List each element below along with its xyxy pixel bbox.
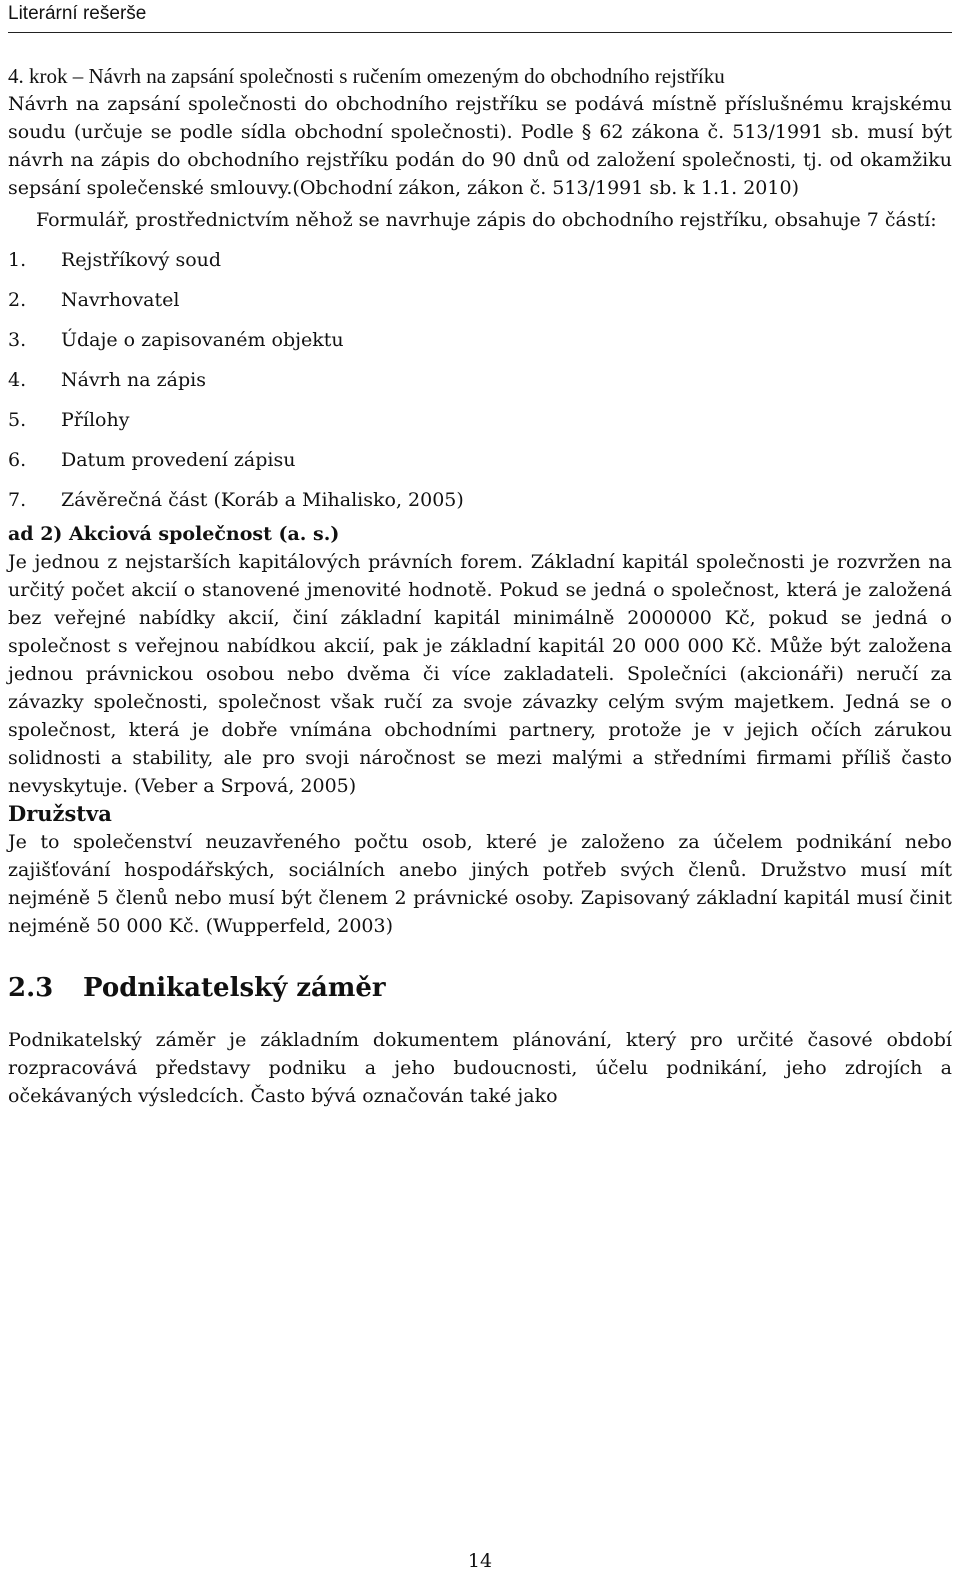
akciova-heading: ad 2) Akciová společnost (a. s.) xyxy=(8,523,340,545)
step4-body: Návrh na zapsání společnosti do obchodního rejstříku se podává místně příslušnému krajskému soudu (určuje se podle sídla obchodní společnosti). Podle § 62 zákona č. 513/1991 sb. musí být návrh na zápis do obchodního rejstříku podán do 90 dnů od založení společnosti, tj. od okamžiku sepsání společenské smlouvy.(Obchodní zákon, zákon č. 513/1991 sb. k 1.1. 2010) xyxy=(8,93,952,199)
akciova-body: Je jednou z nejstarších kapitálových právních forem. Základní kapitál společnosti je rozvržen na určitý počet akcií o stanovené jmenovité hodnotě. Pokud se jedná o společnost, která je založená bez veřejné nabídky akcií, činí základní kapitál minimálně 2000000 Kč, pokud se jedná o společnost s veřejnou nabídkou akcií, pak je základní kapitál 20 000 000 Kč. Může být založena jednou právnickou osobou nebo dvěma či více zakladateli. Společníci (akcionáři) neručí za závazky společnosti, společnost však ručí za svoje závazky celým svým majetkem. Jedná se o společnost, která je dobře vnímána obchodními partnery, protože je v jejich očích zárukou solidnosti a stability, ale pro svoji náročnost se mezi malými a středními firmami příliš často nevyskytuje. (Veber a Srpová, 2005) xyxy=(8,551,952,797)
header-title: Literární rešerše xyxy=(8,3,147,24)
section-number: 2.3 xyxy=(8,973,54,1003)
list-item: 5. Přílohy xyxy=(8,409,130,431)
list-item: 3. Údaje o zapisovaném objektu xyxy=(8,329,344,351)
page-number: 14 xyxy=(467,1550,493,1572)
section-heading xyxy=(8,972,952,1004)
section-title: Podnikatelský záměr xyxy=(83,973,386,1003)
list-item: 2. Navrhovatel xyxy=(8,289,180,311)
list-item: 1. Rejstříkový soud xyxy=(8,249,222,271)
page-content xyxy=(8,62,952,1110)
running-header xyxy=(8,0,952,33)
list-item: 7. Závěrečná část (Koráb a Mihalisko, 2005) xyxy=(8,489,464,511)
list-item: 4. Návrh na zápis xyxy=(8,369,206,391)
list-item: 6. Datum provedení zápisu xyxy=(8,449,296,471)
form-parts-list xyxy=(8,240,952,520)
section-body: Podnikatelský záměr je základním dokumentem plánování, který pro určité časové období rozpracovává představy podniku a jeho budoucnosti, účelu podnikání, jeho zdrojích a očekávaných výsledcích. Často bývá označován také jako xyxy=(8,1029,952,1107)
step4-heading: 4. krok – Návrh na zapsání společnosti s ručením omezeným do obchodního rejstříku xyxy=(8,64,725,88)
druzstva-heading: Družstva xyxy=(8,801,112,826)
druzstva-body: Je to společenství neuzavřeného počtu osob, které je založeno za účelem podnikání nebo zajišťování hospodářských, sociálních anebo jiných potřeb svých členů. Družstvo musí mít nejméně 5 členů nebo musí být členem 2 právnické osoby. Zapisovaný základní kapitál musí činit nejméně 50 000 Kč. (Wupperfeld, 2003) xyxy=(8,831,952,937)
form-intro: Formulář, prostřednictvím něhož se navrhuje zápis do obchodního rejstříku, obsahuje 7 částí: xyxy=(36,209,937,231)
